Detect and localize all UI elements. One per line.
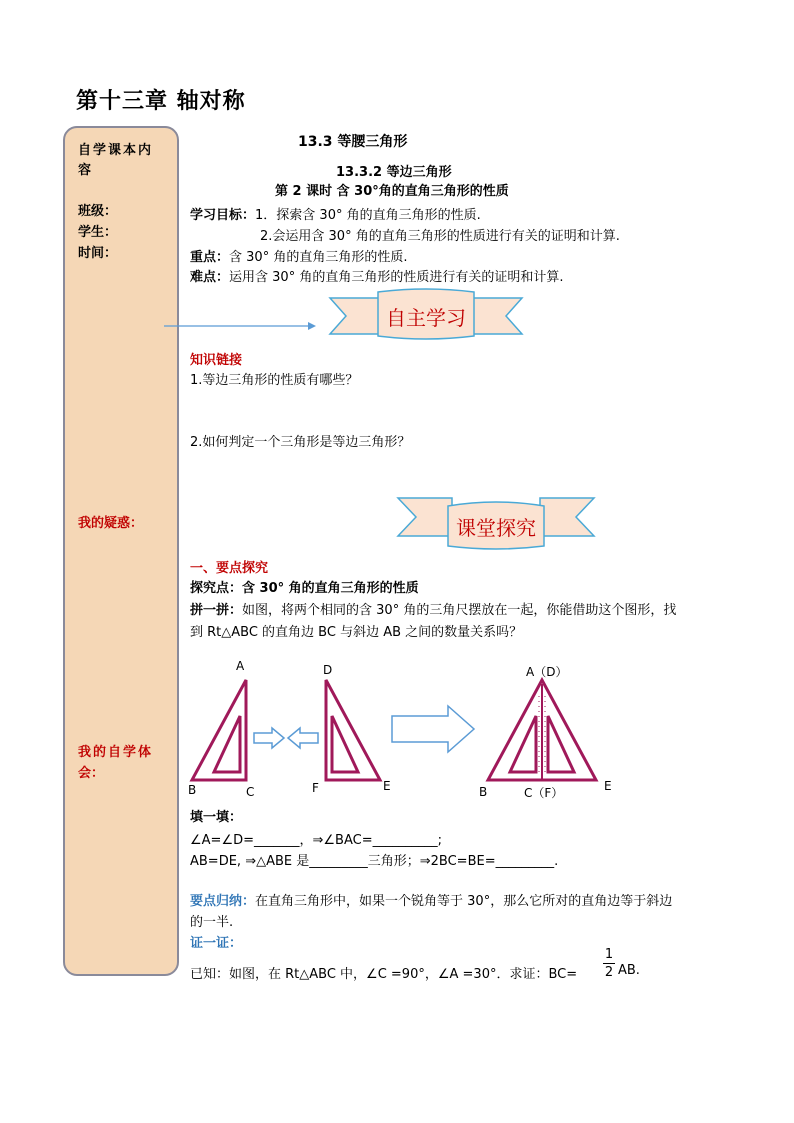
doubts-label: 我的疑惑： — [78, 516, 144, 531]
student-label: 学生： — [78, 225, 118, 240]
subsection-title: 13.3.2 等边三角形 — [336, 165, 452, 180]
label-e: E — [383, 779, 391, 793]
objectives-row1 — [190, 204, 481, 223]
chapter-title: 第十三章 轴对称 — [76, 89, 246, 114]
label-cf: C（F） — [524, 786, 564, 800]
pin-text-1: 如图，将两个相同的含 30° 角的三角尺摆放在一起，你能借助这个图形，找 — [242, 603, 677, 618]
label-ad: A（D） — [526, 665, 568, 679]
explore-section-label: 一、要点探究 — [190, 561, 269, 576]
label-a: A — [236, 659, 245, 673]
swap-arrows — [254, 728, 318, 748]
sidebar-title-line1: 自学课本内 — [78, 143, 154, 158]
pin-label: 拼一拼： — [190, 603, 243, 618]
triangle-abc — [192, 680, 246, 780]
proof-label: 证一证： — [190, 936, 243, 951]
experience-label-line2: 会： — [78, 766, 105, 781]
summary-row1 — [190, 890, 672, 909]
sidebar-arrow — [160, 318, 320, 334]
section-title: 13.3 等腰三角形 — [298, 134, 408, 150]
banner-class-explore — [396, 494, 596, 552]
pin-text-2: 到 Rt△ABC 的直角边 BC 与斜边 AB 之间的数量关系吗？ — [190, 625, 523, 640]
objectives-label: 学习目标： — [190, 208, 256, 223]
summary-text-1: 在直角三角形中，如果一个锐角等于 30°，那么它所对的直角边等于斜边 — [255, 894, 673, 909]
proof-tail: AB. — [618, 963, 640, 978]
fraction-numerator: 1 — [604, 947, 614, 962]
triangle-combined — [488, 680, 596, 780]
label-f: F — [312, 781, 319, 795]
banner-self-study — [328, 288, 524, 344]
proof-fraction — [603, 946, 615, 981]
explore-point-label: 探究点：含 30° 角的直角三角形的性质 — [190, 581, 419, 596]
sidebar-title-line2: 容 — [78, 163, 92, 178]
proof-given: 已知：如图，在 Rt△ABC 中，∠C =90°，∠A =30°．求证：BC= — [190, 967, 578, 982]
banner-class-explore-text: 课堂探究 — [456, 516, 536, 540]
label-d: D — [323, 663, 333, 677]
difficulty-row — [190, 266, 563, 285]
lesson-title: 第 2 课时 含 30°角的直角三角形的性质 — [275, 184, 509, 199]
difficulty-label: 难点： — [190, 270, 230, 285]
knowledge-link-label: 知识链接 — [190, 353, 243, 368]
summary-label: 要点归纳： — [190, 894, 256, 909]
summary-text-2: 的一半. — [190, 915, 234, 930]
triangle-figure — [186, 656, 626, 800]
fill-line1: ∠A=∠D=_______，⇒∠BAC=__________; — [190, 833, 442, 848]
label-b2: B — [479, 785, 488, 799]
fill-label: 填一填： — [190, 810, 243, 825]
key-point-label: 重点： — [190, 250, 230, 265]
class-label: 班级： — [78, 204, 118, 219]
combine-arrow — [392, 706, 474, 752]
experience-label-line1: 我的自学体 — [78, 745, 154, 760]
banner-self-study-text: 自主学习 — [386, 306, 466, 330]
key-point-row — [190, 246, 407, 265]
fraction-denominator: 2 — [604, 965, 614, 980]
label-e2: E — [604, 779, 612, 793]
objective-2: 2.会运用含 30° 角的直角三角形的性质进行有关的证明和计算. — [260, 229, 620, 244]
label-b: B — [188, 783, 197, 797]
pin-row1 — [190, 599, 676, 618]
fill-line2: AB=DE, ⇒△ABE 是_________三角形；⇒2BC=BE=_________. — [190, 854, 559, 869]
triangle-dfe — [326, 680, 380, 780]
difficulty-text: 运用含 30° 角的直角三角形的性质进行有关的证明和计算. — [229, 270, 564, 285]
knowledge-q1: 1.等边三角形的性质有哪些？ — [190, 373, 359, 388]
objective-1: 1．探索含 30° 角的直角三角形的性质. — [255, 208, 481, 223]
knowledge-q2: 2.如何判定一个三角形是等边三角形？ — [190, 435, 411, 450]
time-label: 时间： — [78, 246, 118, 261]
label-c: C — [246, 785, 255, 799]
key-point-text: 含 30° 角的直角三角形的性质. — [229, 250, 408, 265]
